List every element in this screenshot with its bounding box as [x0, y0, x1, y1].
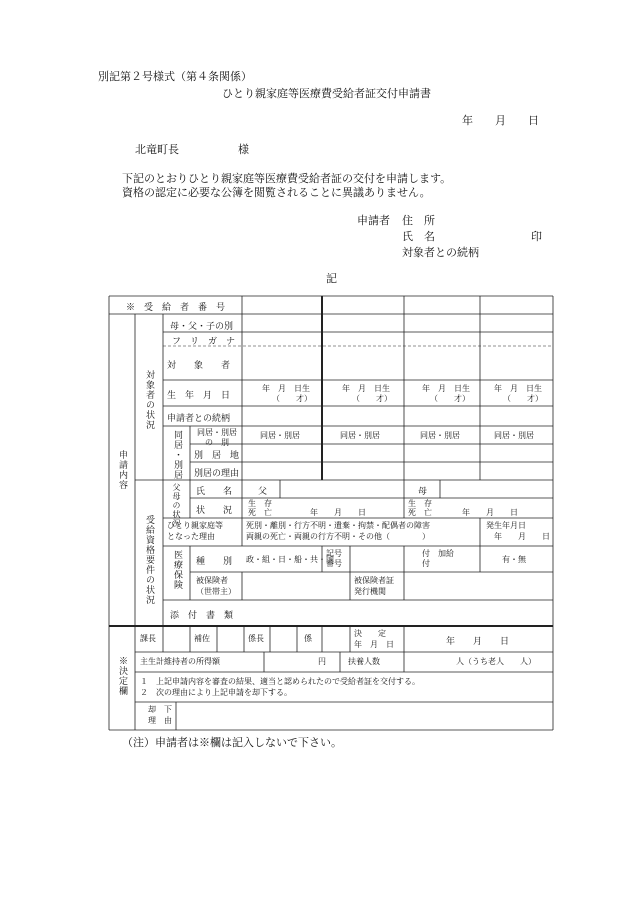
- cohabit-group-label: 同居・別居: [172, 430, 182, 480]
- mother-alive[interactable]: 生 存: [408, 499, 432, 508]
- residence-label: 別 居 地: [194, 451, 240, 461]
- parent-name-label: 氏 名: [196, 487, 233, 497]
- mother-label: 母: [418, 487, 428, 497]
- ki-heading: 記: [326, 272, 337, 285]
- decision-date-label-2: 年 月 日: [354, 640, 394, 649]
- cohabit-cell-4[interactable]: 同居・別居: [494, 431, 534, 440]
- reason-label: 別居の理由: [194, 469, 240, 479]
- decision-line-2: ２ 次の理由により上記申請を却下する。: [140, 688, 292, 697]
- cohabit-type-label: 同居・別居の 別: [197, 428, 237, 447]
- decision-section-label: ※決定欄: [117, 656, 127, 696]
- birth-cell-3[interactable]: 年 月 日生: [422, 384, 470, 393]
- reason-options-2[interactable]: 両親の死亡・両親の行方不明・その他（ ）: [246, 532, 430, 541]
- insured-person-label-1: 被保険者: [196, 576, 228, 585]
- furigana-label: フ リ ガ ナ: [172, 337, 236, 347]
- reject-label-1: 却 下: [148, 705, 172, 714]
- note: （注）申請者は※欄は記入しないで下さい。: [122, 736, 342, 749]
- status-label: 状 況: [196, 506, 233, 516]
- applicant-label: 申請者: [357, 214, 390, 227]
- address-label: 住 所: [402, 214, 435, 227]
- form-title: ひとり親家庭等医療費受給者証交付申請書: [222, 87, 431, 100]
- insurer-label-2: 発行機関: [354, 587, 386, 596]
- mother-dead[interactable]: 死 亡: [408, 508, 432, 517]
- body-text-2: 資格の認定に必要な公簿を閲覧されることに異議ありません。: [122, 186, 431, 199]
- age-cell-4: （ 才）: [503, 394, 543, 403]
- father-label: 父: [258, 487, 268, 497]
- attachments-label: 添 付 書 類: [170, 611, 234, 621]
- age-cell-3: （ 才）: [430, 394, 470, 403]
- dependents-label: 扶養人数: [348, 657, 380, 666]
- birth-cell-1[interactable]: 年 月 日生: [262, 384, 310, 393]
- decision-line-1: １ 上記申請内容を審査の結果、適当と認められたので受給者証を交付する。: [140, 677, 420, 686]
- age-cell-2: （ 才）: [352, 394, 392, 403]
- father-date[interactable]: 年 月 日: [310, 508, 366, 517]
- relation-label: 対象者との続柄: [402, 246, 479, 259]
- income-label: 主生計維持者の所得額: [140, 657, 220, 666]
- father-dead[interactable]: 死 亡: [248, 508, 272, 517]
- cohabit-cell-3[interactable]: 同居・別居: [420, 431, 460, 440]
- chief-label: 課長: [140, 634, 156, 643]
- benefit-label: 付 加給 付: [422, 549, 462, 568]
- cohabit-cell-1[interactable]: 同居・別居: [260, 431, 300, 440]
- name-label: 氏 名: [402, 230, 435, 243]
- occurrence-date-label: 発生年月日: [486, 521, 526, 530]
- decision-date-label-1: 決 定: [354, 629, 386, 638]
- income-yen: 円: [318, 657, 326, 666]
- relation-row-label: 申請者との続柄: [167, 414, 231, 424]
- seal-mark: 印: [531, 230, 542, 243]
- parents-status-label: 父母の状況: [172, 483, 181, 528]
- benefit-yes-no[interactable]: 有・無: [502, 555, 526, 564]
- mother-date[interactable]: 年 月 日: [462, 508, 518, 517]
- dependents-value[interactable]: 人（うち老人 人）: [456, 657, 536, 666]
- recipient-number-label: ※ 受 給 者 番 号: [126, 303, 226, 313]
- reason-row-label-2: となった理由: [167, 532, 215, 541]
- insured-person-label-2: （世帯主）: [196, 587, 236, 596]
- application-section-label: 申請内容: [117, 450, 127, 490]
- symbol-number-label: 記号番号: [326, 549, 342, 568]
- deputy-label: 補佐: [194, 634, 210, 643]
- insurer-label-1: 被保険者証: [354, 576, 394, 585]
- honorific: 様: [238, 143, 249, 156]
- staff-label: 係: [304, 634, 312, 643]
- target-label: 対 象 者: [167, 361, 231, 371]
- birth-cell-4[interactable]: 年 月 日生: [494, 384, 542, 393]
- age-cell-1: （ 才）: [272, 394, 312, 403]
- application-date[interactable]: 年 月 日: [462, 114, 539, 127]
- birthdate-label: 生 年 月 日: [167, 391, 231, 401]
- medical-insurance-label: 医療保険: [172, 550, 182, 590]
- insurance-type-label: 種 別: [196, 557, 233, 567]
- addressee: 北竜町長: [135, 143, 179, 156]
- body-text-1: 下記のとおりひとり親家庭等医療費受給者証の交付を申請します。: [122, 172, 452, 185]
- birth-cell-2[interactable]: 年 月 日生: [342, 384, 390, 393]
- reason-row-label-1: ひとり親家庭等: [167, 521, 223, 530]
- eligibility-section-label: 受給資格要件の状況: [144, 515, 154, 605]
- parent-type-label: 母・父・子の別: [170, 322, 234, 332]
- form-number: 別記第２号様式（第４条関係）: [98, 70, 252, 83]
- father-alive[interactable]: 生 存: [248, 499, 272, 508]
- cohabit-cell-2[interactable]: 同居・別居: [340, 431, 380, 440]
- decision-date-value[interactable]: 年 月 日: [446, 637, 510, 647]
- reject-label-2: 理 由: [148, 716, 172, 725]
- occurrence-date-value[interactable]: 年 月 日: [494, 532, 550, 541]
- target-section-label: 対象者の状況: [144, 370, 154, 430]
- insurance-type-options[interactable]: 政・組・日・船・共・国: [246, 555, 334, 564]
- reason-options-1[interactable]: 死別・離別・行方不明・遺棄・拘禁・配偶者の障害: [246, 521, 430, 530]
- section-chief-label: 係長: [248, 634, 264, 643]
